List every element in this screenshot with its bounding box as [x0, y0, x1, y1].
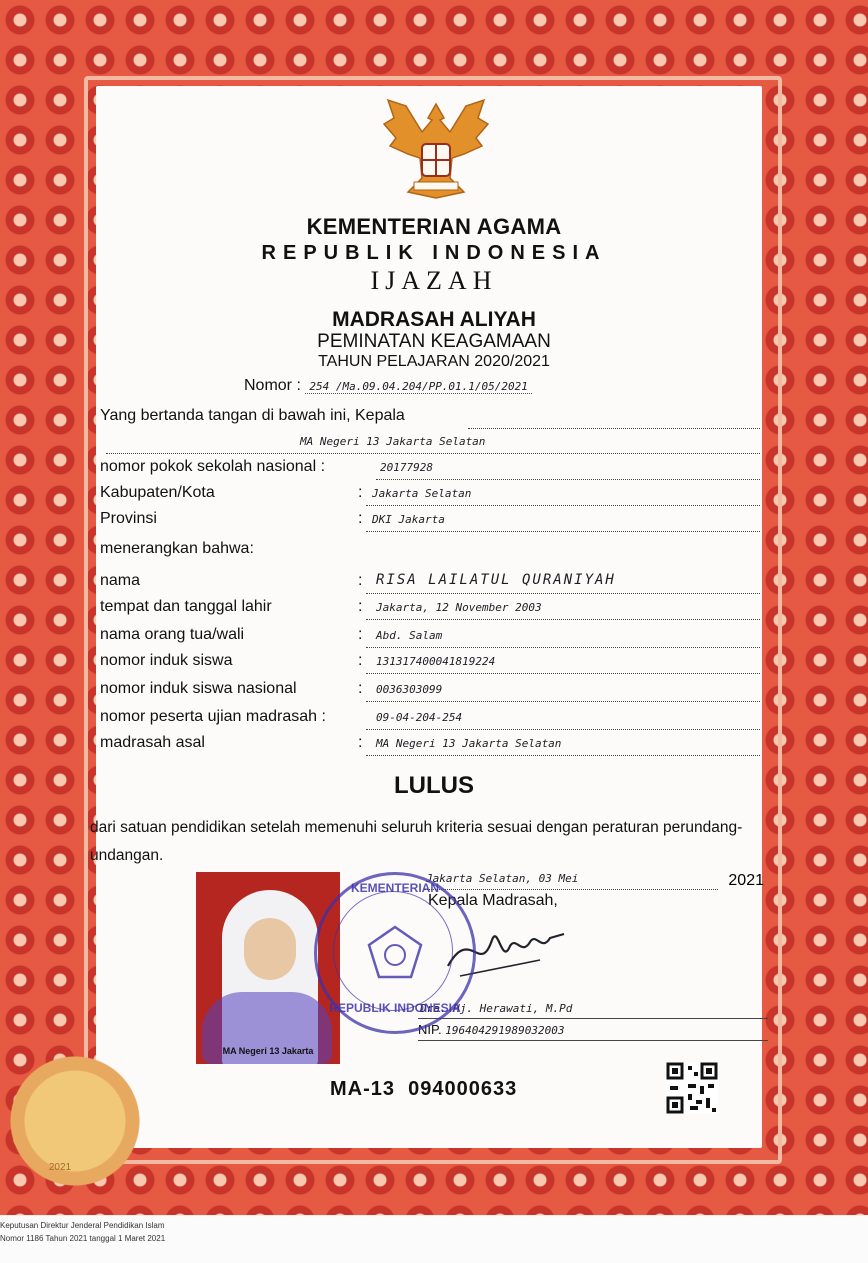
student-row: nomor induk siswa nasional : 0036303099 [100, 680, 762, 704]
photo-caption: MA Negeri 13 Jakarta [222, 1046, 314, 1056]
qr-code-icon [666, 1062, 718, 1114]
place-date: Jakarta Selatan, 03 Mei [426, 872, 579, 885]
result-status: LULUS [394, 772, 474, 799]
student-row [100, 708, 762, 732]
student-field-label: nomor induk siswa [100, 652, 233, 669]
student-row: nomor induk siswa : 131317400041819224 [100, 652, 762, 676]
school-type: MADRASAH ALIYAH [332, 308, 536, 331]
gold-seal [0, 1046, 150, 1196]
provinsi-row: Provinsi : DKI Jakarta [100, 510, 762, 534]
garuda-emblem-icon [380, 98, 492, 202]
document-title: IJAZAH [370, 266, 498, 295]
provinsi-value: DKI Jakarta [372, 513, 445, 526]
result-statement: dari satuan pendidikan setelah memenuhi seluruh kriteria sesuai dengan peraturan perundang-undangan. [90, 819, 743, 864]
ministry-logo-icon [365, 923, 425, 983]
student-row: nama : RISA LAILATUL QURANIYAH [100, 572, 762, 596]
student-row: nama orang tua/wali : Abd. Salam [100, 626, 762, 650]
serial-number [330, 1078, 517, 1101]
nomor-label: Nomor : [244, 377, 301, 394]
student-field-label: nama orang tua/wali [100, 626, 245, 643]
footer-line-2: Nomor 1186 Tahun 2021 tanggal 1 Maret 2021 [0, 1234, 166, 1243]
serial-prefix: MA-13 [330, 1078, 396, 1100]
student-field-label: nama [100, 572, 141, 589]
nomor-value: 254 /Ma.09.04.204/PP.01.1/05/2021 [305, 380, 532, 394]
student-row: madrasah asal : MA Negeri 13 Jakarta Selatan [100, 734, 762, 758]
student-field-value: Jakarta, 12 November 2003 [376, 601, 542, 614]
nip-label: NIP. [418, 1022, 442, 1037]
program-name: PEMINATAN KEAGAMAAN [317, 331, 551, 352]
student-field-label: nomor peserta ujian madrasah : [100, 708, 326, 725]
school-year: TAHUN PELAJARAN 2020/2021 [318, 353, 550, 370]
kabupaten-row: Kabupaten/Kota : Jakarta Selatan [100, 484, 762, 508]
serial-value: 094000633 [408, 1078, 518, 1100]
npsn-value: 20177928 [380, 461, 433, 474]
provinsi-label: Provinsi [100, 510, 157, 527]
menerangkan-label: menerangkan bahwa: [100, 540, 254, 557]
menerangkan-row [100, 540, 762, 564]
student-field-value: 131317400041819224 [376, 655, 496, 668]
intro-text: Yang bertanda tangan di bawah ini, Kepala [100, 407, 405, 424]
nip-value: 196404291989032003 [445, 1024, 565, 1037]
school-name-line [100, 432, 762, 456]
student-field-value: MA Negeri 13 Jakarta Selatan [376, 737, 562, 750]
footer-note [0, 1216, 868, 1263]
student-field-label: tempat dan tanggal lahir [100, 598, 272, 615]
school-name-value: MA Negeri 13 Jakarta Selatan [300, 435, 486, 448]
seal-year: 2021 [48, 1162, 72, 1173]
certificate-number [244, 377, 532, 395]
student-field-label: madrasah asal [100, 734, 205, 751]
student-field-label: nomor induk siswa nasional [100, 680, 297, 697]
student-field-value: RISA LAILATUL QURANIYAH [376, 572, 616, 588]
signer-name: Dra. Hj. Herawati, M.Pd [420, 1002, 573, 1015]
stamp-bottom-text: REPUBLIK INDONESIA [329, 1001, 461, 1015]
student-field-value: Abd. Salam [376, 629, 443, 642]
stamp-top-text: KEMENTERIAN [350, 881, 439, 895]
ministry-title: KEMENTERIAN AGAMA [306, 214, 562, 239]
student-field-value: 09-04-204-254 [376, 711, 463, 724]
npsn-row [100, 458, 762, 482]
student-row: tempat dan tanggal lahir : Jakarta, 12 November 2003 [100, 598, 762, 622]
nip-row [418, 1022, 564, 1037]
student-field-value: 0036303099 [376, 683, 443, 696]
signer-title: Kepala Madrasah, [428, 892, 558, 909]
signature-year: 2021 [728, 872, 764, 889]
republic-title: REPUBLIK INDONESIA [261, 242, 607, 264]
kabupaten-value: Jakarta Selatan [372, 487, 472, 500]
intro-line [100, 407, 762, 431]
kabupaten-label: Kabupaten/Kota [100, 484, 215, 501]
official-stamp [314, 872, 476, 1034]
footer-line-1: Keputusan Direktur Jenderal Pendidikan Islam [0, 1221, 165, 1230]
npsn-label: nomor pokok sekolah nasional : [100, 458, 326, 475]
